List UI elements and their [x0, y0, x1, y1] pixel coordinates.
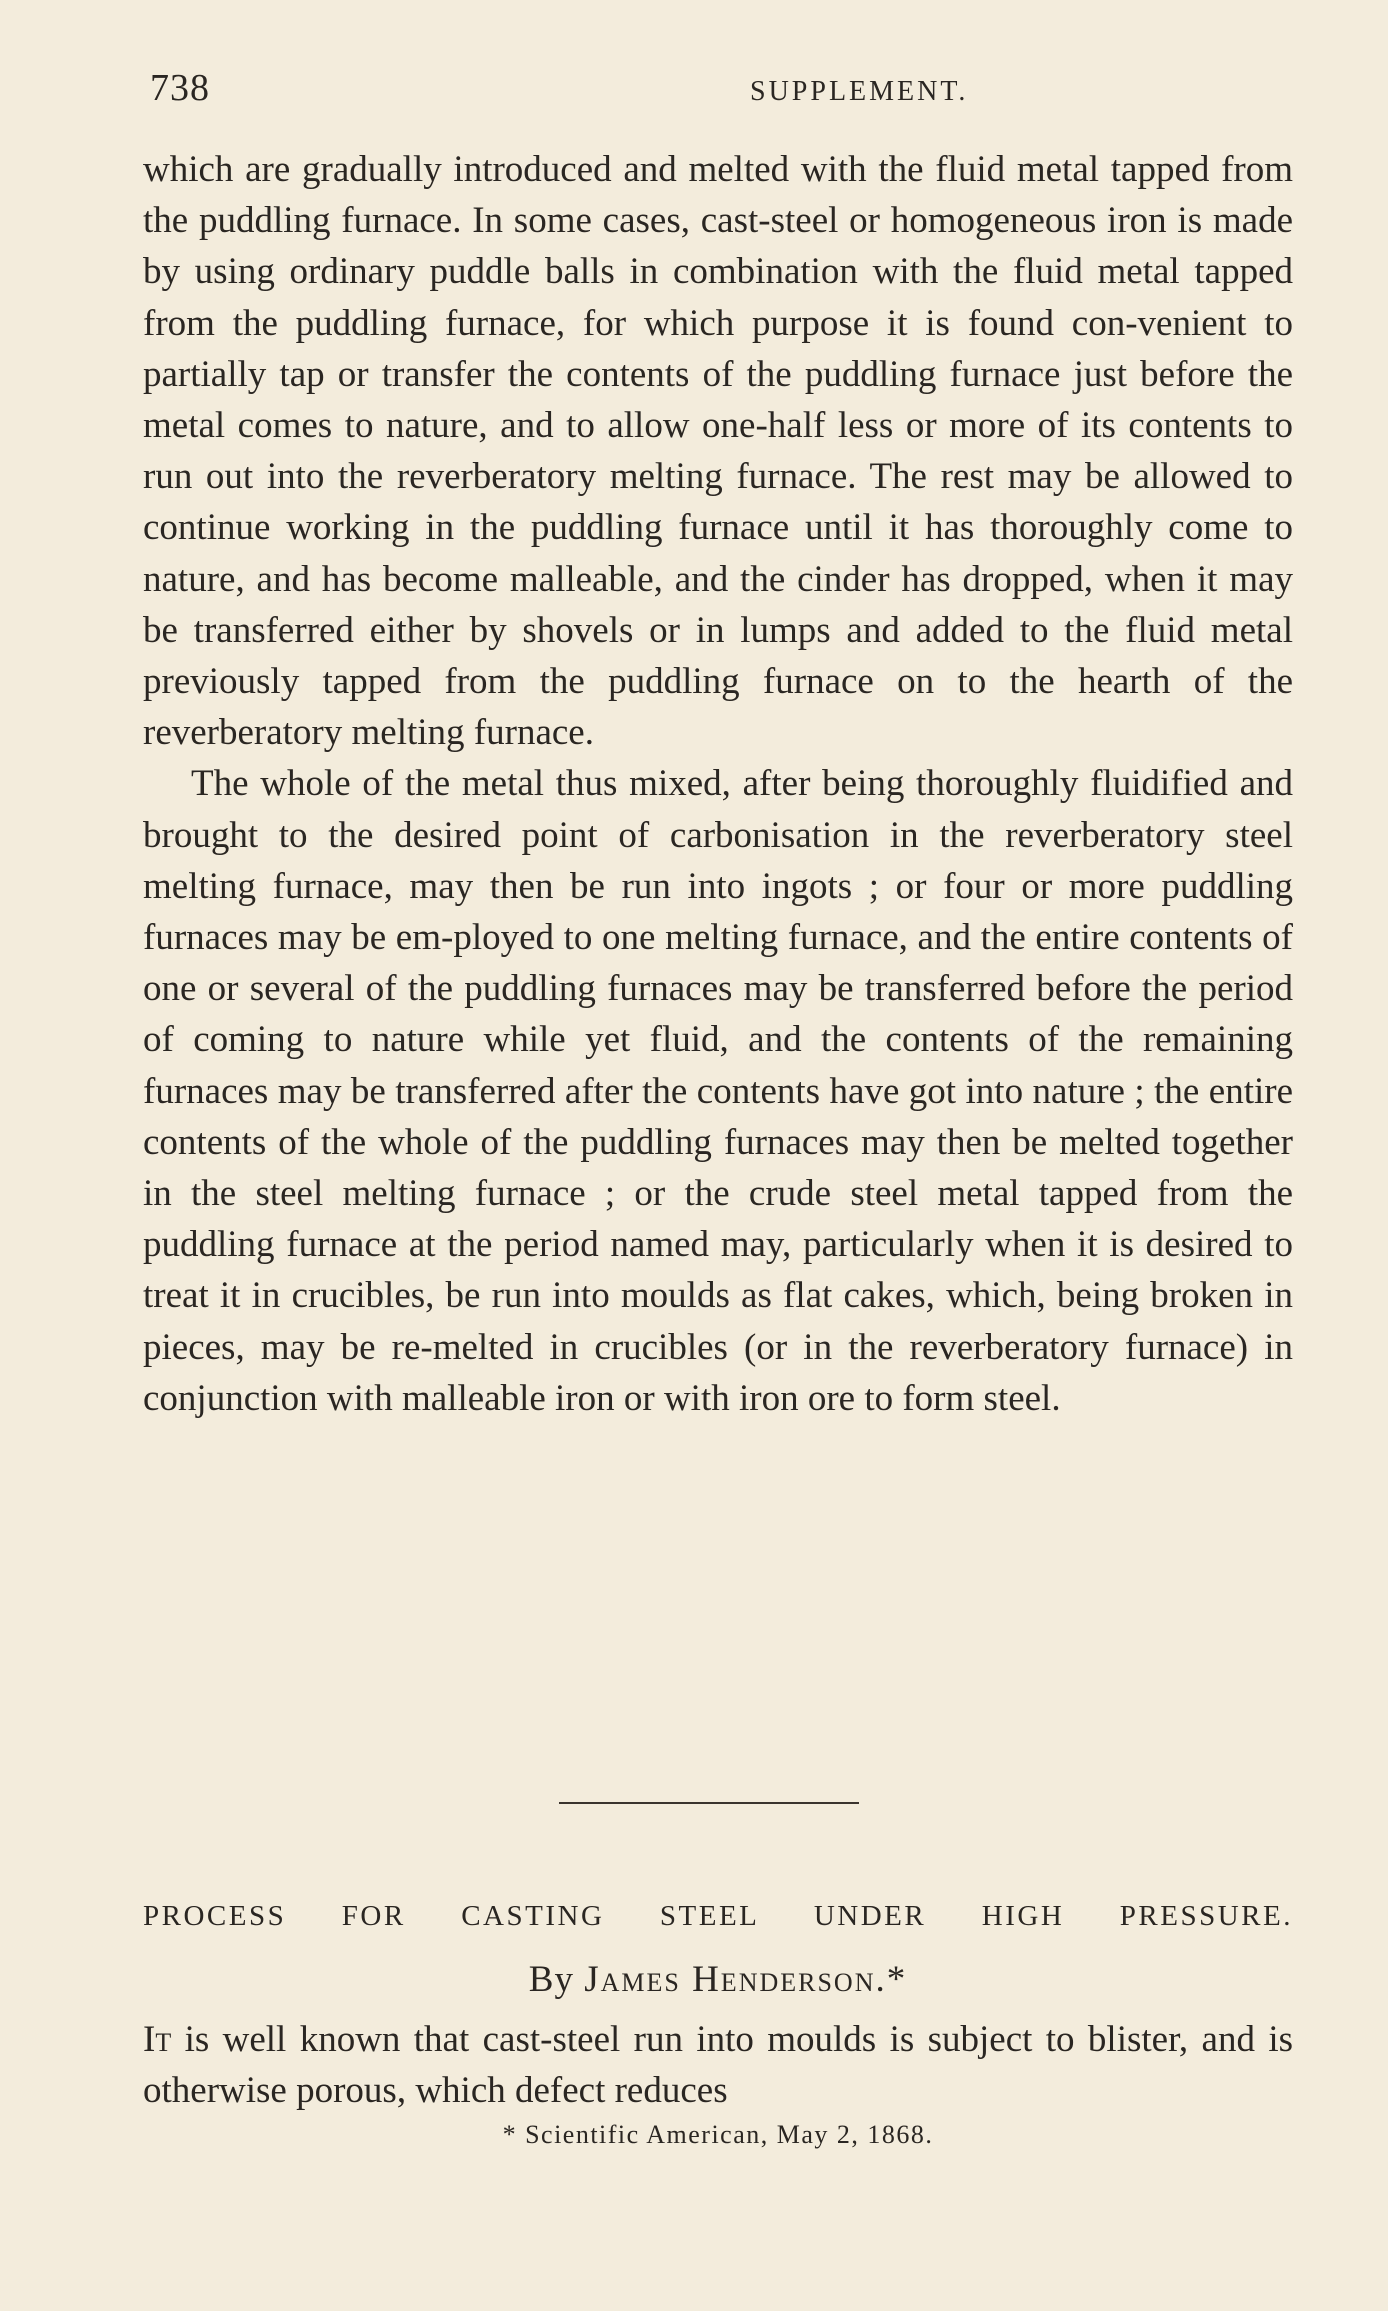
section-heading: PROCESS FOR CASTING STEEL UNDER HIGH PRESSURE. — [143, 1900, 1293, 1932]
section-divider — [559, 1802, 859, 1804]
body-text — [143, 144, 1293, 1424]
byline-author: James Henderson.* — [584, 1959, 908, 2000]
paragraph-1: which are gradually introduced and melted with the fluid metal tapped from the puddling furnace. In some cases, cast-steel or homogeneous iron is made by using ordinary puddle balls in combination with the fluid metal tapped from the puddling furnace, for which purpose it is found con-venient to partially tap or transfer the contents of the puddling furnace just before the metal comes to nature, and to allow one-half less or more of its contents to run out into the reverberatory melting furnace. The rest may be allowed to continue working in the puddling furnace until it has thoroughly come to nature, and has become malleable, and the cinder has dropped, when it may be transferred either by shovels or in lumps and added to the fluid metal previously tapped from the puddling furnace on to the hearth of the reverberatory melting furnace. — [143, 149, 1293, 754]
section-intro — [143, 2014, 1293, 2116]
byline — [143, 1958, 1293, 2001]
intro-first-word: It — [143, 2019, 172, 2060]
footnote: * Scientific American, May 2, 1868. — [502, 2120, 934, 2149]
intro-text: is well known that cast-steel run into moulds is subject to blister, and is otherwise porous, which defect reduces — [143, 2019, 1294, 2112]
running-head: SUPPLEMENT. — [750, 76, 969, 107]
byline-prefix: By — [528, 1959, 574, 2000]
paragraph-2: The whole of the metal thus mixed, after being thoroughly fluidified and brought to the desired point of carbonisation in the reverberatory steel melting furnace, may then be run into ingots ; or four or more puddling furnaces may be em-ployed to one melting furnace, and the entire contents of one or several of the puddling furnaces may be transferred before the period of coming to nature while yet fluid, and the contents of the remaining furnaces may be transferred after the contents have got into nature ; the entire contents of the whole of the puddling furnaces may then be melted together in the steel melting furnace ; or the crude steel metal tapped from the puddling furnace at the period named may, particularly when it is desired to treat it in crucibles, be run into moulds as flat cakes, which, being broken in pieces, may be re-melted in crucibles (or in the reverberatory furnace) in conjunction with malleable iron or with iron ore to form steel. — [143, 763, 1293, 1419]
page-header — [150, 66, 1290, 126]
page-number: 738 — [150, 67, 210, 109]
